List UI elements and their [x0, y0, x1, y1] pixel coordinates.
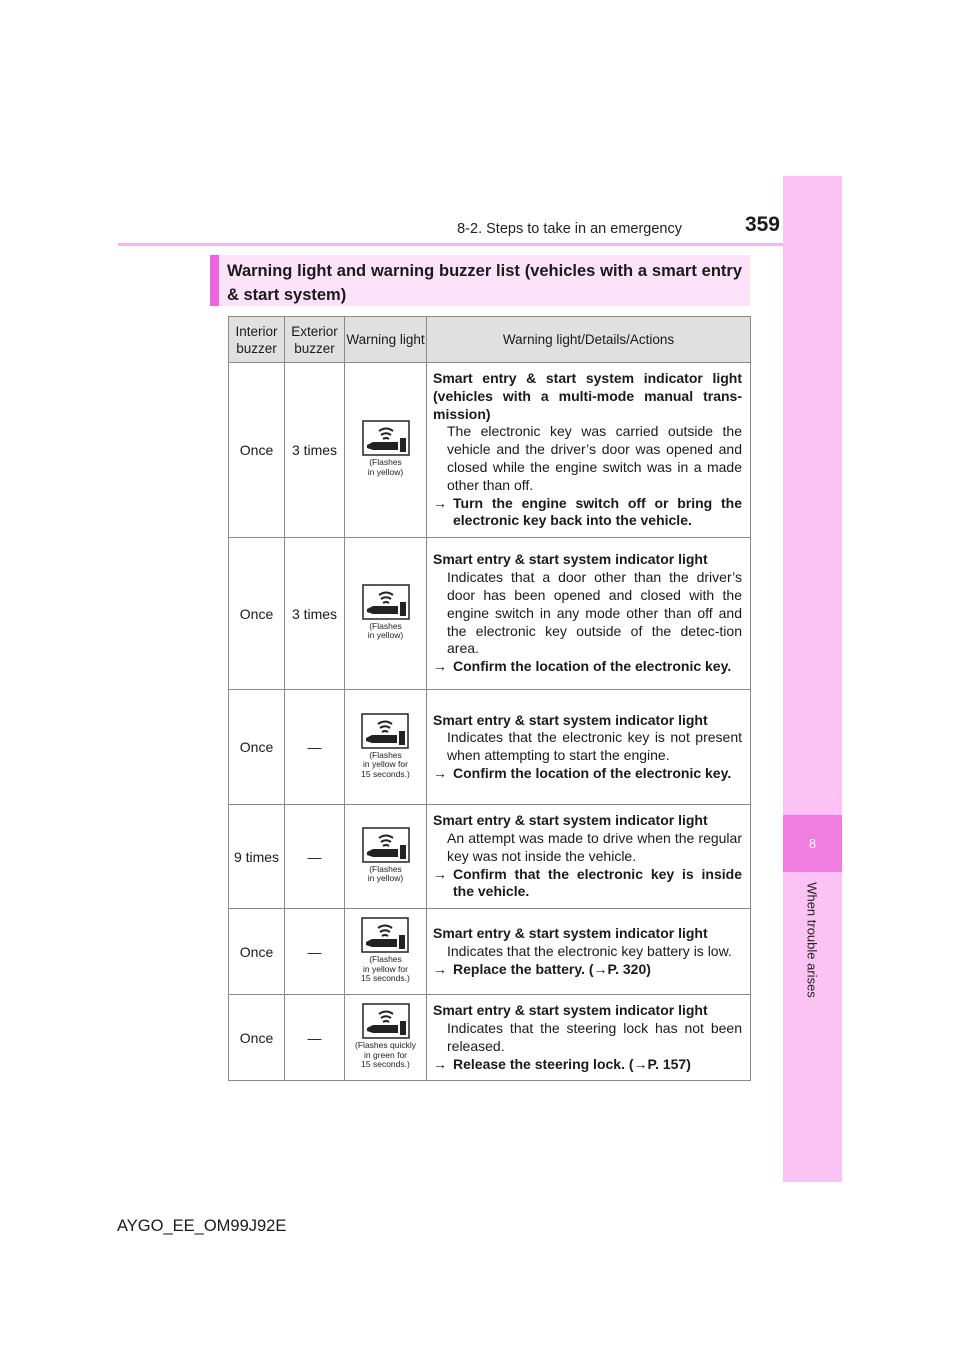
warning-light-cell — [345, 363, 427, 538]
details-cell — [427, 690, 751, 805]
warning-light-graphic — [361, 917, 410, 984]
exterior-buzzer-cell: 3 times — [285, 538, 345, 690]
exterior-buzzer-cell: — — [285, 995, 345, 1081]
warning-light-graphic — [355, 1003, 416, 1070]
flash-caption: (Flashes in yellow for 15 seconds.) — [361, 954, 410, 984]
details-cell — [427, 909, 751, 995]
arrow-icon: → — [433, 1055, 447, 1072]
indicator-title: Smart entry & start system indicator light — [433, 812, 708, 829]
smart-key-indicator-icon — [361, 917, 409, 953]
header-details: Warning light/Details/Actions — [427, 317, 751, 363]
action-text: Confirm the location of the electronic key. — [453, 764, 732, 781]
indicator-description: An attempt was made to drive when the regular key was not inside the vehicle. — [447, 829, 742, 864]
table-row — [229, 363, 751, 538]
flash-caption: (Flashes in yellow for 15 seconds.) — [361, 749, 410, 779]
header-interior-buzzer: Interior buzzer — [229, 317, 285, 363]
details-cell — [427, 538, 751, 690]
details-cell — [427, 363, 751, 538]
exterior-buzzer-cell: — — [285, 805, 345, 909]
indicator-description: Indicates that a door other than the driver’s door has been opened and closed with the engine switch in any mode other than off and the electronic key outside of the detec-tion area. — [447, 569, 742, 657]
page-number: 359 — [744, 213, 780, 236]
exterior-buzzer-cell: 3 times — [285, 363, 345, 538]
flash-caption: (Flashes in yellow) — [367, 620, 404, 641]
section-title: Warning light and warning buzzer list (vehicles with a smart entry & start system) — [210, 255, 750, 306]
arrow-icon: → — [433, 960, 447, 977]
indicator-description: Indicates that the steering lock has not been released. — [447, 1019, 742, 1054]
smart-key-indicator-icon — [362, 827, 410, 863]
indicator-description: Indicates that the electronic key battery is low. — [447, 942, 732, 959]
chapter-number-box: 8 — [783, 815, 842, 872]
flash-caption: (Flashes in yellow) — [367, 863, 404, 884]
warning-light-cell — [345, 805, 427, 909]
indicator-title: Smart entry & start system indicator light — [433, 1002, 708, 1019]
table-header-row — [229, 317, 751, 363]
interior-buzzer-cell: Once — [229, 690, 285, 805]
chapter-title: When trouble arises — [804, 882, 820, 998]
action-line — [433, 961, 742, 979]
chapter-side-tab — [783, 176, 842, 1182]
indicator-description: Indicates that the electronic key is not present when attempting to start the engine. — [447, 729, 742, 764]
arrow-icon: → — [433, 658, 447, 675]
table-row — [229, 805, 751, 909]
indicator-title: Smart entry & start system indicator light — [433, 711, 708, 728]
indicator-description: The electronic key was carried outside the vehicle and the driver’s door was opened and closed while the engine switch was in a made other than off. — [447, 423, 742, 493]
interior-buzzer-cell: Once — [229, 995, 285, 1081]
indicator-title: Smart entry & start system indicator light — [433, 924, 708, 941]
action-text: Confirm the location of the electronic key. — [453, 658, 732, 675]
section-heading: 8-2. Steps to take in an emergency — [457, 221, 682, 237]
arrow-icon: → — [433, 494, 447, 511]
action-text: Release the steering lock. (→P. 157) — [453, 1055, 691, 1072]
smart-key-indicator-icon — [361, 713, 409, 749]
indicator-title: Smart entry & start system indicator light (vehicles with a multi-mode manual trans-mission) — [433, 370, 742, 422]
warning-light-cell — [345, 995, 427, 1081]
smart-key-indicator-icon — [362, 1003, 410, 1039]
warning-light-graphic — [362, 584, 410, 641]
indicator-title: Smart entry & start system indicator light — [433, 551, 708, 568]
warning-light-table — [228, 316, 751, 1081]
details-cell — [427, 805, 751, 909]
exterior-buzzer-cell: — — [285, 909, 345, 995]
action-line — [433, 866, 742, 902]
flash-caption: (Flashes in yellow) — [367, 457, 404, 477]
warning-light-cell — [345, 690, 427, 805]
warning-light-graphic — [362, 827, 410, 884]
header-warning-light: Warning light — [345, 317, 427, 363]
interior-buzzer-cell: 9 times — [229, 805, 285, 909]
flash-caption: (Flashes quickly in green for 15 seconds.) — [355, 1040, 416, 1070]
action-line — [433, 1056, 742, 1074]
warning-light-graphic — [361, 713, 410, 780]
table-row — [229, 909, 751, 995]
action-line — [433, 765, 742, 783]
action-text: Confirm that the electronic key is inside the vehicle. — [453, 865, 742, 900]
interior-buzzer-cell: Once — [229, 538, 285, 690]
action-line — [433, 658, 742, 676]
smart-key-indicator-icon — [362, 420, 410, 456]
table-row — [229, 690, 751, 805]
arrow-icon: → — [433, 764, 447, 781]
action-text: Turn the engine switch off or bring the electronic key back into the vehicle. — [453, 494, 742, 529]
warning-light-graphic — [362, 420, 410, 477]
interior-buzzer-cell: Once — [229, 909, 285, 995]
details-cell — [427, 995, 751, 1081]
action-line — [433, 495, 742, 531]
exterior-buzzer-cell: — — [285, 690, 345, 805]
header-exterior-buzzer: Exterior buzzer — [285, 317, 345, 363]
interior-buzzer-cell: Once — [229, 363, 285, 538]
smart-key-indicator-icon — [362, 584, 410, 620]
header-rule — [118, 243, 840, 246]
table-row — [229, 995, 751, 1081]
document-code: AYGO_EE_OM99J92E — [117, 1217, 287, 1235]
warning-light-cell — [345, 909, 427, 995]
table-row — [229, 538, 751, 690]
warning-light-cell — [345, 538, 427, 690]
arrow-icon: → — [433, 865, 447, 882]
action-text: Replace the battery. (→P. 320) — [453, 960, 651, 977]
